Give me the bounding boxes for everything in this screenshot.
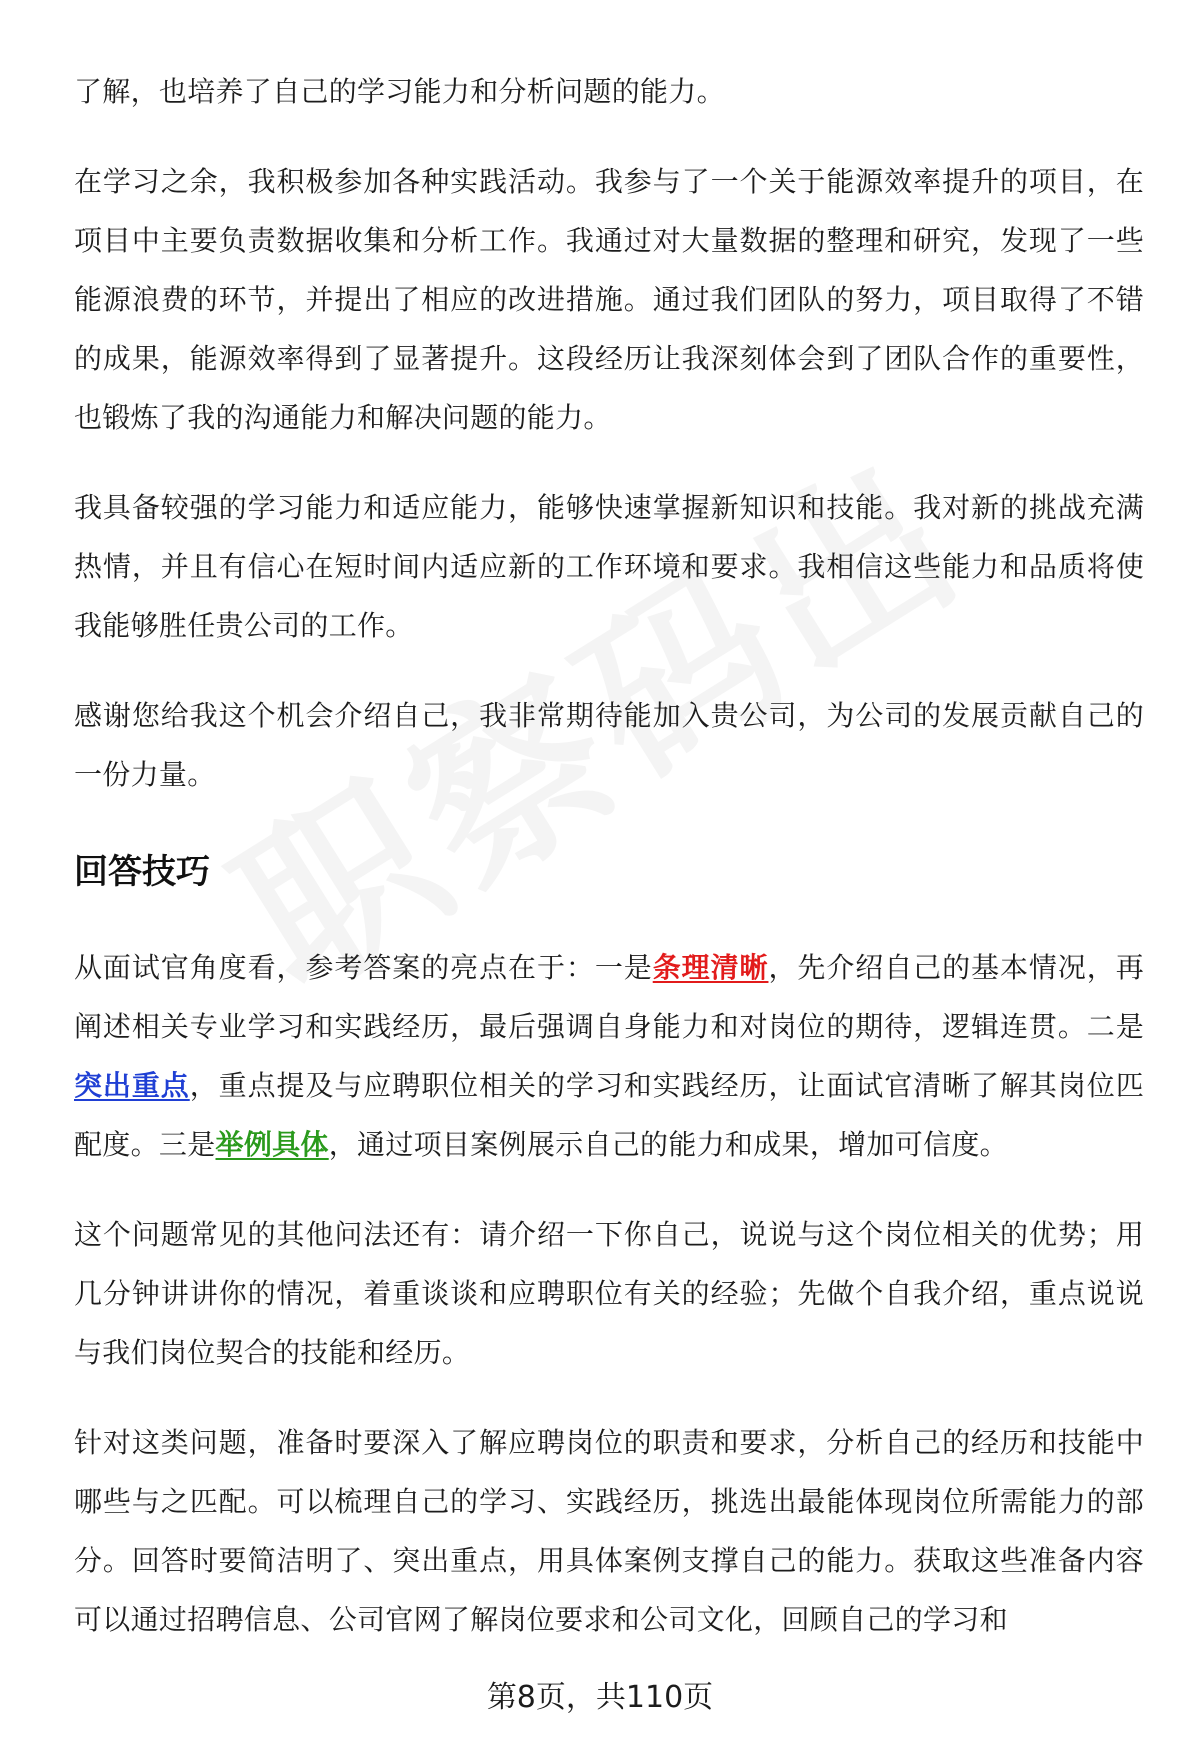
tips-text-2: ，先介绍自己的基本情况，再阐述相关专业学习和实践经历，最后强调自身能力和对岗位的期待，逻辑连贯。二是	[74, 951, 1144, 1043]
tips-text-4: ，通过项目案例展示自己的能力和成果，增加可信度。	[328, 1128, 1008, 1161]
tips-text-1: 从面试官角度看，参考答案的亮点在于：一是	[74, 951, 653, 984]
paragraph-intro-ending: 了解，也培养了自己的学习能力和分析问题的能力。	[74, 75, 725, 108]
paragraph-alternative-questions: 这个问题常见的其他问法还有：请介绍一下你自己，说说与这个岗位相关的优势；用几分钟讲讲你的情况，着重谈谈和应聘职位有关的经验；先做个自我介绍，重点说说与我们岗位契合的技能和经历。	[74, 1218, 1144, 1369]
paragraph-abilities: 我具备较强的学习能力和适应能力，能够快速掌握新知识和技能。我对新的挑战充满热情，并且有信心在短时间内适应新的工作环境和要求。我相信这些能力和品质将使我能够胜任贵公司的工作。	[74, 491, 1144, 642]
highlight-clear-structure: 条理清晰	[652, 951, 769, 984]
paragraph-answer-tips	[74, 938, 1144, 1174]
paragraph-preparation: 针对这类问题，准备时要深入了解应聘岗位的职责和要求，分析自己的经历和技能中哪些与之匹配。可以梳理自己的学习、实践经历，挑选出最能体现岗位所需能力的部分。回答时要简洁明了、突出重点，用具体案例支撑自己的能力。获取这些准备内容可以通过招聘信息、公司官网了解岗位要求和公司文化，回顾自己的学习和	[74, 1426, 1144, 1636]
section-heading: 回答技巧	[74, 852, 210, 892]
document-body	[74, 62, 1144, 1649]
highlight-specific-examples: 举例具体	[215, 1128, 329, 1161]
paragraph-practice: 在学习之余，我积极参加各种实践活动。我参与了一个关于能源效率提升的项目，在项目中主要负责数据收集和分析工作。我通过对大量数据的整理和研究，发现了一些能源浪费的环节，并提出了相应的改进措施。通过我们团队的努力，项目取得了不错的成果，能源效率得到了显著提升。这段经历让我深刻体会到了团队合作的重要性，也锻炼了我的沟通能力和解决问题的能力。	[74, 165, 1144, 434]
page-number: 第8页，共110页	[486, 1680, 714, 1715]
highlight-key-points: 突出重点	[74, 1069, 190, 1102]
paragraph-thanks: 感谢您给我这个机会介绍自己，我非常期待能加入贵公司，为公司的发展贡献自己的一份力量。	[74, 699, 1144, 791]
tips-text-3: ，重点提及与应聘职位相关的学习和实践经历，让面试官清晰了解其岗位匹配度。三是	[74, 1069, 1145, 1161]
